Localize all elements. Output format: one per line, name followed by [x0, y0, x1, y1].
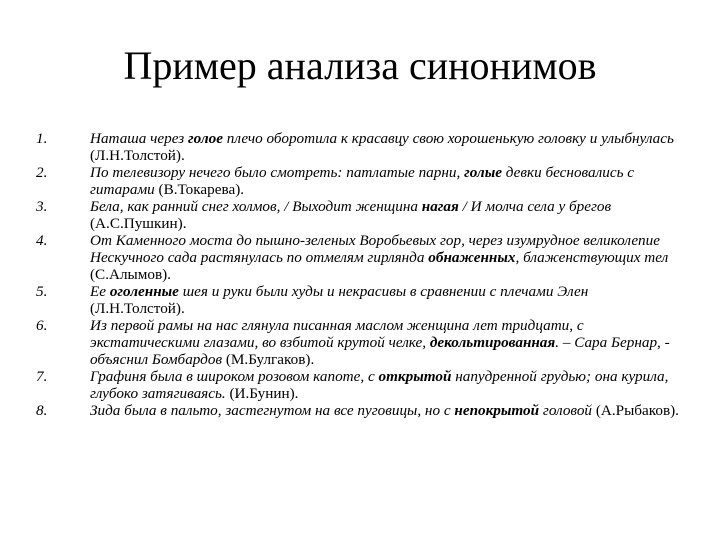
item-text	[90, 198, 686, 232]
text-fragment: девки бесновались с гитарами	[90, 164, 635, 198]
text-fragment: головой	[539, 402, 596, 419]
author-citation: (Л.Н.Толстой).	[90, 147, 185, 164]
author-citation: (Л.Н.Толстой).	[90, 300, 185, 317]
list-item	[36, 232, 686, 283]
item-number: 2.	[36, 164, 48, 181]
list-item	[36, 368, 686, 402]
text-fragment: Ее	[90, 283, 110, 300]
item-text	[90, 402, 686, 419]
item-text	[90, 130, 686, 164]
item-text	[90, 283, 686, 317]
list-item	[36, 198, 686, 232]
text-fragment: плечо оборотила к красавцу свою хорошенькую головку и улыбнулась	[222, 130, 674, 147]
text-fragment: Наташа через	[90, 130, 189, 147]
author-citation: (М.Булгаков).	[225, 351, 315, 368]
highlighted-synonym: голые	[464, 164, 502, 181]
author-citation: (И.Бунин).	[229, 385, 299, 402]
text-fragment: Из первой рамы на нас глянула писанная маслом женщина лет тридцати, с экстатическими глазами, во взбитой крутой челке,	[90, 317, 584, 351]
highlighted-synonym: декольтированная	[429, 334, 556, 351]
text-fragment: . – Сара Бернар, - объяснил Бомбардов	[90, 334, 670, 368]
slide-title: Пример анализа синонимов	[123, 43, 597, 88]
author-citation: (А.С.Пушкин).	[90, 215, 187, 232]
list-item	[36, 317, 686, 368]
item-number: 1.	[36, 130, 48, 147]
item-number: 7.	[36, 368, 48, 385]
item-text	[90, 164, 686, 198]
text-fragment: , блаженствующих тел	[515, 249, 669, 266]
text-fragment: Бела, как ранний снег холмов, / Выходит женщина	[90, 198, 422, 215]
item-number: 8.	[36, 402, 48, 419]
author-citation: (В.Токарева).	[158, 181, 245, 198]
text-fragment: Графиня была в широком розовом капоте, с	[90, 368, 379, 385]
highlighted-synonym: нагая	[421, 198, 459, 215]
highlighted-synonym: оголенные	[109, 283, 179, 300]
list-item	[36, 402, 686, 419]
text-fragment: От Каменного моста до пышно-зеленых Воробьевых гор, через изумрудное великолепие Нескучного сада растянулась по отмелям гирлянда	[90, 232, 660, 266]
item-text	[90, 317, 686, 368]
text-fragment: / И молча села у брегов	[458, 198, 612, 215]
text-fragment: напудренной грудью; она курила, глубоко затягиваясь.	[90, 368, 669, 402]
item-number: 6.	[36, 317, 48, 334]
item-number: 4.	[36, 232, 48, 249]
list-item	[36, 283, 686, 317]
item-number: 3.	[36, 198, 48, 215]
text-fragment: шея и руки были худы и некрасивы в сравнении с плечами Элен	[178, 283, 589, 300]
item-number: 5.	[36, 283, 48, 300]
author-citation: (А.Рыбаков).	[595, 402, 679, 419]
list-item	[36, 164, 686, 198]
text-fragment: Зида была в пальто, застегнутом на все пуговицы, но с	[90, 402, 455, 419]
list-item	[36, 130, 686, 164]
examples-list	[36, 130, 686, 419]
author-citation: (С.Алымов).	[90, 266, 171, 283]
item-text	[90, 368, 686, 402]
text-fragment: По телевизору нечего было смотреть: патлатые парни,	[90, 164, 465, 181]
highlighted-synonym: обнаженных	[428, 249, 516, 266]
highlighted-synonym: открытой	[378, 368, 452, 385]
highlighted-synonym: голое	[188, 130, 223, 147]
highlighted-synonym: непокрытой	[454, 402, 540, 419]
item-text	[90, 232, 686, 283]
